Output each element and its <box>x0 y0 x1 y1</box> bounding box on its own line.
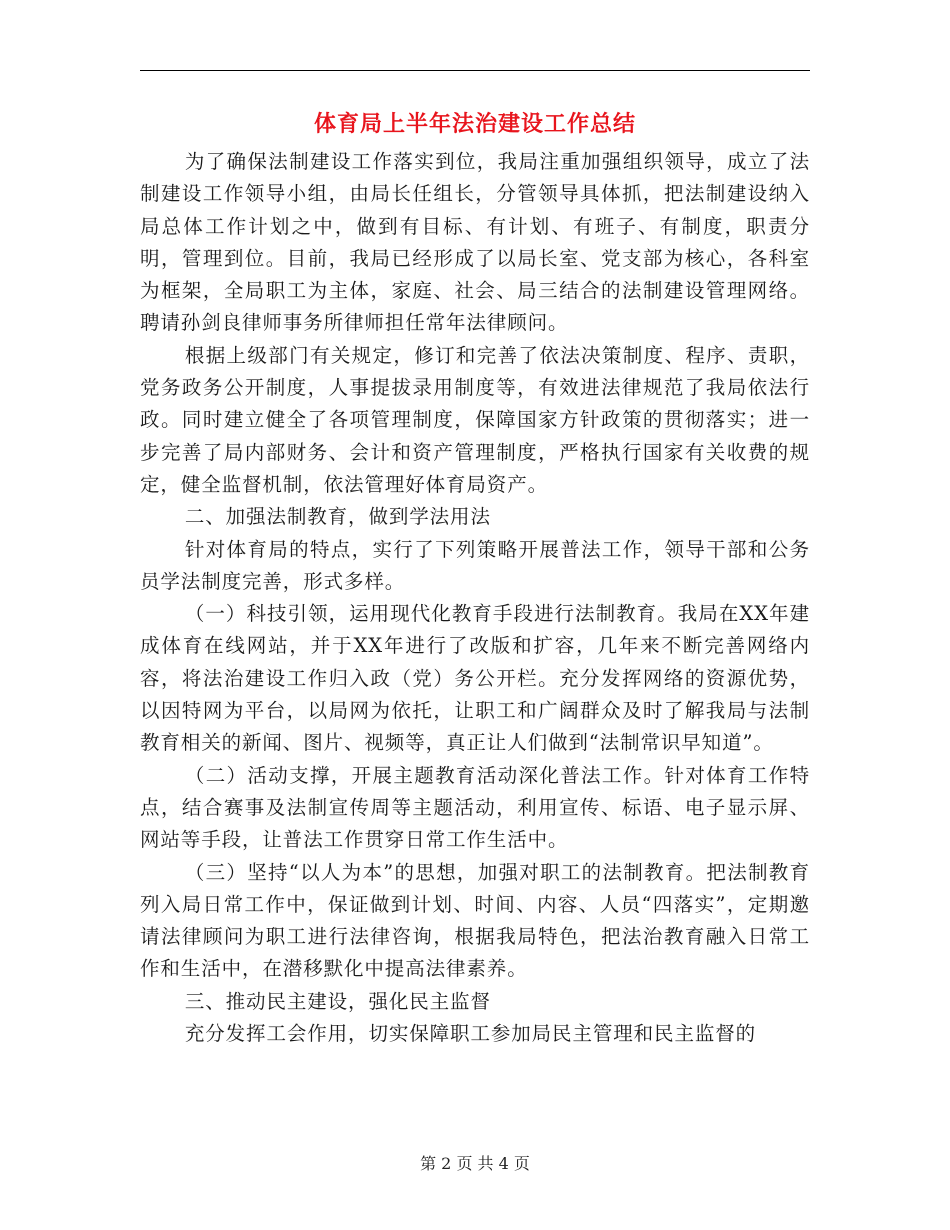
paragraph: （一）科技引领，运用现代化教育手段进行法制教育。我局在XX年建成体育在线网站，并于XX年进行了改版和扩容，几年来不断完善网络内容，将法治建设工作归入政（党）务公开栏。充分发挥网络的资源优势，以因特网为平台，以局网为依托，让职工和广阔群众及时了解我局与法制教育相关的新闻、图片、视频等，真正让人们做到“法制常识早知道”。 <box>140 602 810 755</box>
paragraph: 为了确保法制建设工作落实到位，我局注重加强组织领导，成立了法制建设工作领导小组，由局长任组长，分管领导具体抓，把法制建设纳入局总体工作计划之中，做到有目标、有计划、有班子、有制度，职责分明，管理到位。目前，我局已经形成了以局长室、党支部为核心，各科室为框架，全局职工为主体，家庭、社会、局三结合的法制建设管理网络。聘请孙剑良律师事务所律师担任常年法律顾问。 <box>140 150 810 335</box>
header-rule <box>140 70 810 71</box>
paragraph: （三）坚持“以人为本”的思想，加强对职工的法制教育。把法制教育列入局日常工作中，保证做到计划、时间、内容、人员“四落实”，定期邀请法律顾问为职工进行法律咨询，根据我局特色，把法治教育融入日常工作和生活中，在潜移默化中提高法律素养。 <box>140 860 810 981</box>
document-body <box>140 146 810 1050</box>
paragraph: 针对体育局的特点，实行了下列策略开展普法工作，领导干部和公务员学法制度完善，形式多样。 <box>140 537 810 593</box>
section-heading: 三、推动民主建设，强化民主监督 <box>184 989 491 1013</box>
paragraph: 根据上级部门有关规定，修订和完善了依法决策制度、程序、责职，党务政务公开制度，人事提拔录用制度等，有效进法律规范了我局依法行政。同时建立健全了各项管理制度，保障国家方针政策的贯彻落实；进一步完善了局内部财务、会计和资产管理制度，严格执行国家有关收费的规定，健全监督机制，依法管理好体育局资产。 <box>140 343 810 496</box>
page-number: 第 2 页 共 4 页 <box>420 1154 530 1173</box>
section-heading: 二、加强法制教育，做到学法用法 <box>184 505 491 529</box>
paragraph: 充分发挥工会作用，切实保障职工参加局民主管理和民主监督的 <box>184 1022 757 1046</box>
document-title: 体育局上半年法治建设工作总结 <box>313 112 636 137</box>
paragraph: （二）活动支撑，开展主题教育活动深化普法工作。针对体育工作特点，结合赛事及法制宣传周等主题活动，利用宣传、标语、电子显示屏、网站等手段，让普法工作贯穿日常工作生活中。 <box>140 763 810 852</box>
